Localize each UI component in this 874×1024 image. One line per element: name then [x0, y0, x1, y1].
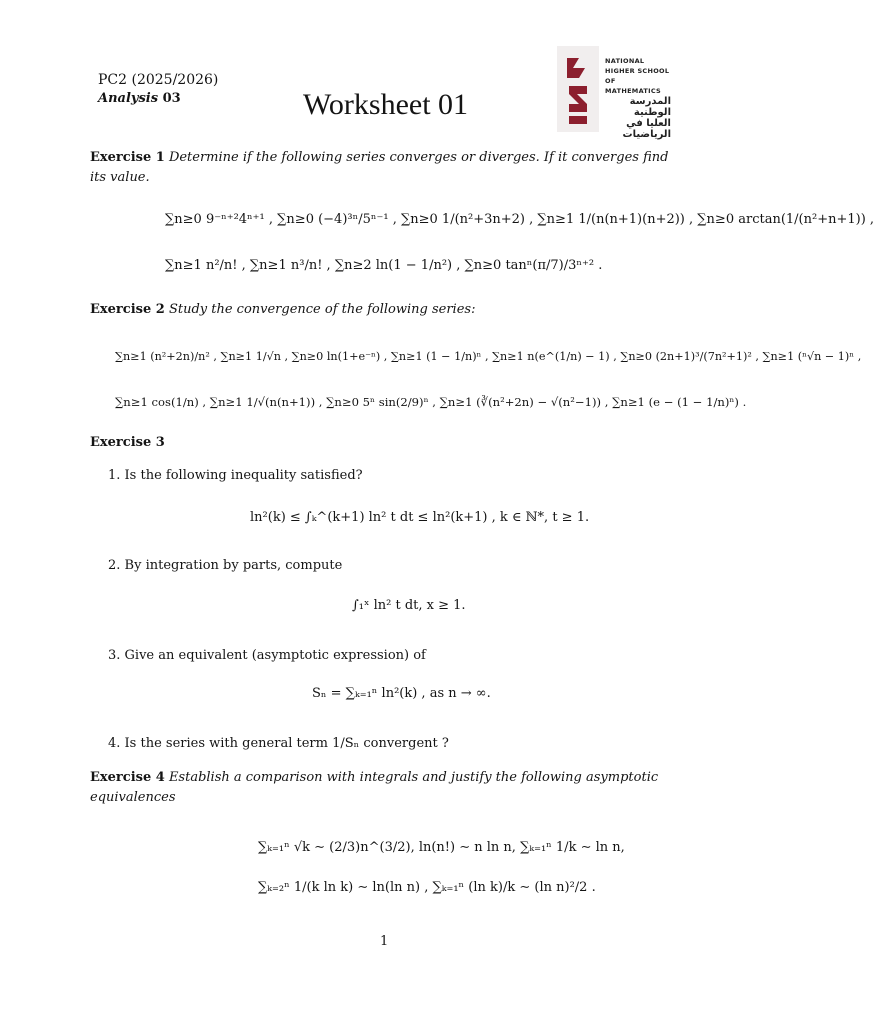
logo-arabic-line2: العليا في الرياضيات	[622, 118, 671, 140]
page-title: Worksheet 01	[303, 88, 469, 121]
exercise-1-label: Exercise 1	[90, 150, 165, 165]
module-number: 03	[162, 91, 181, 106]
exercise-3-statement	[90, 433, 686, 453]
exercise-2-text: Study the convergence of the following series:	[168, 302, 476, 317]
exercise-2-series-row-1: ∑n≥1 (n²+2n)/n² , ∑n≥1 1/√n , ∑n≥0 ln(1+e⁻ⁿ) , ∑n≥1 (1 − 1/n)ⁿ , ∑n≥1 n(e^(1/n) − 1) , ∑n≥0 (2n+1)³/(7n²+1)² , ∑n≥1 (ⁿ√n − 1)ⁿ ,	[115, 350, 862, 363]
exercise-4-label: Exercise 4	[90, 770, 165, 785]
logo-line1: NATIONAL HIGHER SCHOOL	[605, 57, 670, 75]
item-number: 3.	[108, 648, 121, 663]
item-number: 1.	[108, 468, 121, 483]
exercise-3-item-1	[108, 468, 363, 483]
exercise-4-row-2: ∑ₖ₌₂ⁿ 1/(k ln k) ∼ ln(ln n) , ∑ₖ₌₁ⁿ (ln k)/k ∼ (ln n)²/2 .	[258, 880, 596, 895]
exercise-1-statement	[90, 148, 686, 188]
exercise-3-item-4	[108, 736, 449, 751]
exercise-2-label: Exercise 2	[90, 302, 165, 317]
exercise-2-statement	[90, 300, 686, 320]
item-text: By integration by parts, compute	[124, 558, 343, 573]
exercise-3-item-3-math: Sₙ = ∑ₖ₌₁ⁿ ln²(k) , as n → ∞.	[312, 686, 491, 701]
exercise-1-series-row-1: ∑n≥0 9⁻ⁿ⁺²4ⁿ⁺¹ , ∑n≥0 (−4)³ⁿ/5ⁿ⁻¹ , ∑n≥0 1/(n²+3n+2) , ∑n≥1 1/(n(n+1)(n+2)) , ∑n≥0 arctan(1/(n²+n+1)) ,	[165, 212, 874, 227]
page-number: 1	[380, 934, 389, 949]
exercise-3-item-1-math: ln²(k) ≤ ∫ₖ^(k+1) ln² t dt ≤ ln²(k+1) , k ∈ ℕ*, t ≥ 1.	[250, 510, 590, 525]
item-number: 4.	[108, 736, 121, 751]
exercise-3-item-2-math: ∫₁ˣ ln² t dt, x ≥ 1.	[352, 598, 466, 613]
exercise-4-text: Establish a comparison with integrals and justify the following asymptotic equivalences	[90, 770, 659, 805]
course-code: PC2 (2025/2026)	[98, 72, 219, 88]
logo-arabic-line1: المدرسة الوطنية	[629, 96, 671, 118]
item-text: Give an equivalent (asymptotic expression) of	[124, 648, 426, 663]
school-logo-mark	[557, 46, 599, 132]
logo-line2: OF MATHEMATICS	[605, 77, 662, 95]
exercise-3-label: Exercise 3	[90, 435, 165, 450]
item-number: 2.	[108, 558, 121, 573]
exercise-3-item-3	[108, 648, 426, 663]
module-line	[98, 91, 181, 106]
exercise-4-statement	[90, 768, 686, 808]
module-label: Analysis	[98, 91, 159, 106]
exercise-4-row-1: ∑ₖ₌₁ⁿ √k ∼ (2/3)n^(3/2), ln(n!) ∼ n ln n, ∑ₖ₌₁ⁿ 1/k ∼ ln n,	[258, 840, 625, 855]
exercise-1-text: Determine if the following series converges or diverges. If it converges find its value.	[90, 150, 669, 185]
exercise-2-series-row-2: ∑n≥1 cos(1/n) , ∑n≥1 1/√(n(n+1)) , ∑n≥0 5ⁿ sin(2/9)ⁿ , ∑n≥1 (∛(n²+2n) − √(n²−1)) , ∑n≥1 (e − (1 − 1/n)ⁿ) .	[115, 395, 747, 409]
exercise-3-item-2	[108, 558, 342, 573]
item-text: Is the series with general term 1/Sₙ convergent ?	[124, 736, 449, 751]
school-logo	[557, 46, 671, 140]
item-text: Is the following inequality satisfied?	[124, 468, 363, 483]
exercise-1-series-row-2: ∑n≥1 n²/n! , ∑n≥1 n³/n! , ∑n≥2 ln(1 − 1/n²) , ∑n≥0 tanⁿ(π/7)/3ⁿ⁺² .	[165, 258, 603, 273]
